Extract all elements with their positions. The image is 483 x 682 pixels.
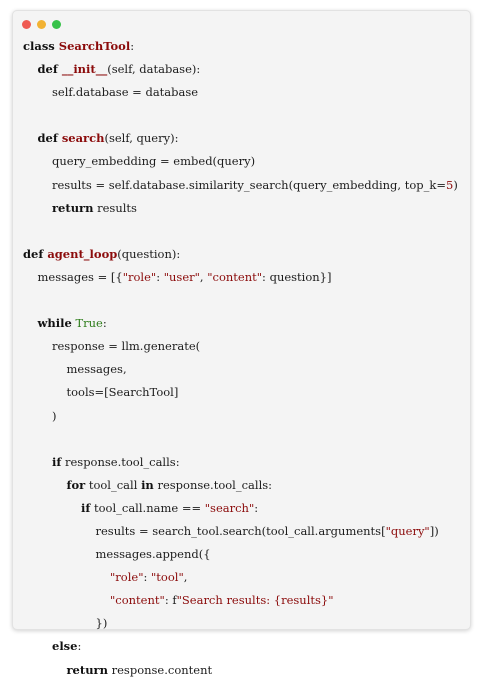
code-token: :: [156, 269, 164, 284]
code-token: (self, query):: [104, 131, 179, 146]
code-token: "user": [163, 269, 200, 284]
code-line: [23, 312, 464, 335]
code-token: else: [52, 639, 78, 654]
code-token: def: [37, 62, 62, 77]
code-token: messages = [{: [37, 269, 123, 284]
code-line: [23, 612, 464, 635]
code-token: response.content: [107, 662, 213, 677]
code-token: return: [66, 662, 108, 677]
minimize-dot-icon[interactable]: [37, 20, 46, 29]
code-token: "role": [122, 269, 157, 284]
code-line: [23, 35, 464, 58]
code-token: response.tool_calls:: [61, 454, 180, 469]
code-line: [23, 335, 464, 358]
code-line: [23, 266, 464, 289]
code-token: __init__: [61, 62, 108, 77]
code-token: (self, database):: [107, 62, 201, 77]
blank-code-line: [23, 289, 464, 312]
code-line: [23, 58, 464, 81]
code-token: "role": [110, 570, 144, 585]
code-token: def: [37, 131, 62, 146]
code-token: "query": [385, 523, 430, 538]
code-token: 5: [446, 177, 454, 192]
code-line: [23, 381, 464, 404]
code-token: : f: [164, 593, 177, 608]
code-window: [12, 10, 471, 677]
close-dot-icon[interactable]: [22, 20, 31, 29]
code-token: "Search results: {results}": [176, 593, 334, 608]
code-line: [23, 150, 464, 173]
code-token: if: [52, 454, 62, 469]
code-token: results = self.database.similarity_search(query_embedding, top_k=: [52, 177, 446, 192]
code-token: tool_call.name ==: [90, 500, 205, 515]
code-token: "content": [207, 269, 263, 284]
code-token: ,: [199, 269, 208, 284]
code-token: def: [23, 246, 48, 261]
code-line: [23, 659, 464, 682]
code-line: [23, 566, 464, 589]
code-token: response = llm.generate(: [52, 339, 201, 354]
code-token: for: [66, 477, 86, 492]
code-token: :: [102, 316, 107, 331]
code-token: :: [143, 570, 152, 585]
code-line: [23, 174, 464, 197]
code-line: [23, 127, 464, 150]
code-token: results = search_tool.search(tool_call.arguments[: [95, 523, 386, 538]
code-line: [23, 543, 464, 566]
code-token: if: [81, 500, 91, 515]
code-token: :: [130, 39, 135, 53]
code-token: results: [93, 200, 137, 215]
window-controls: [22, 20, 61, 30]
code-line: [23, 451, 464, 474]
code-token: messages,: [66, 362, 127, 377]
code-line: [23, 589, 464, 612]
code-token: "search": [204, 500, 255, 515]
code-token: :: [254, 500, 259, 515]
code-token: SearchTool: [58, 39, 131, 53]
code-token: in: [141, 477, 154, 492]
code-line: [23, 197, 464, 220]
code-token: "tool": [151, 570, 184, 585]
code-token: tools=[SearchTool]: [66, 385, 179, 400]
code-token: ): [453, 177, 458, 192]
code-token: return: [52, 200, 94, 215]
code-token: "content": [110, 593, 165, 608]
code-token: self.database = database: [52, 85, 199, 100]
code-token: True: [75, 316, 103, 331]
blank-code-line: [23, 428, 464, 451]
code-line: [23, 635, 464, 658]
code-line: [23, 405, 464, 428]
code-line: [23, 520, 464, 543]
code-token: : question}]: [262, 269, 332, 284]
blank-code-line: [23, 104, 464, 127]
code-line: [23, 358, 464, 381]
code-token: messages.append({: [95, 547, 211, 562]
code-token: search: [61, 131, 105, 146]
code-token: ]): [429, 523, 439, 538]
code-line: [23, 243, 464, 266]
code-line: [23, 474, 464, 497]
code-token: ): [52, 408, 57, 423]
code-block: [23, 35, 464, 682]
code-token: (question):: [117, 246, 181, 261]
code-token: class: [23, 39, 59, 53]
code-token: agent_loop: [47, 246, 118, 261]
code-token: :: [77, 639, 82, 654]
code-token: query_embedding = embed(query): [52, 154, 256, 169]
code-token: ,: [183, 570, 188, 585]
blank-code-line: [23, 220, 464, 243]
maximize-dot-icon[interactable]: [52, 20, 61, 29]
code-line: [23, 497, 464, 520]
code-line: [23, 81, 464, 104]
code-token: }): [95, 616, 108, 631]
code-token: tool_call: [85, 477, 142, 492]
code-token: response.tool_calls:: [153, 477, 273, 492]
code-token: while: [37, 316, 72, 331]
